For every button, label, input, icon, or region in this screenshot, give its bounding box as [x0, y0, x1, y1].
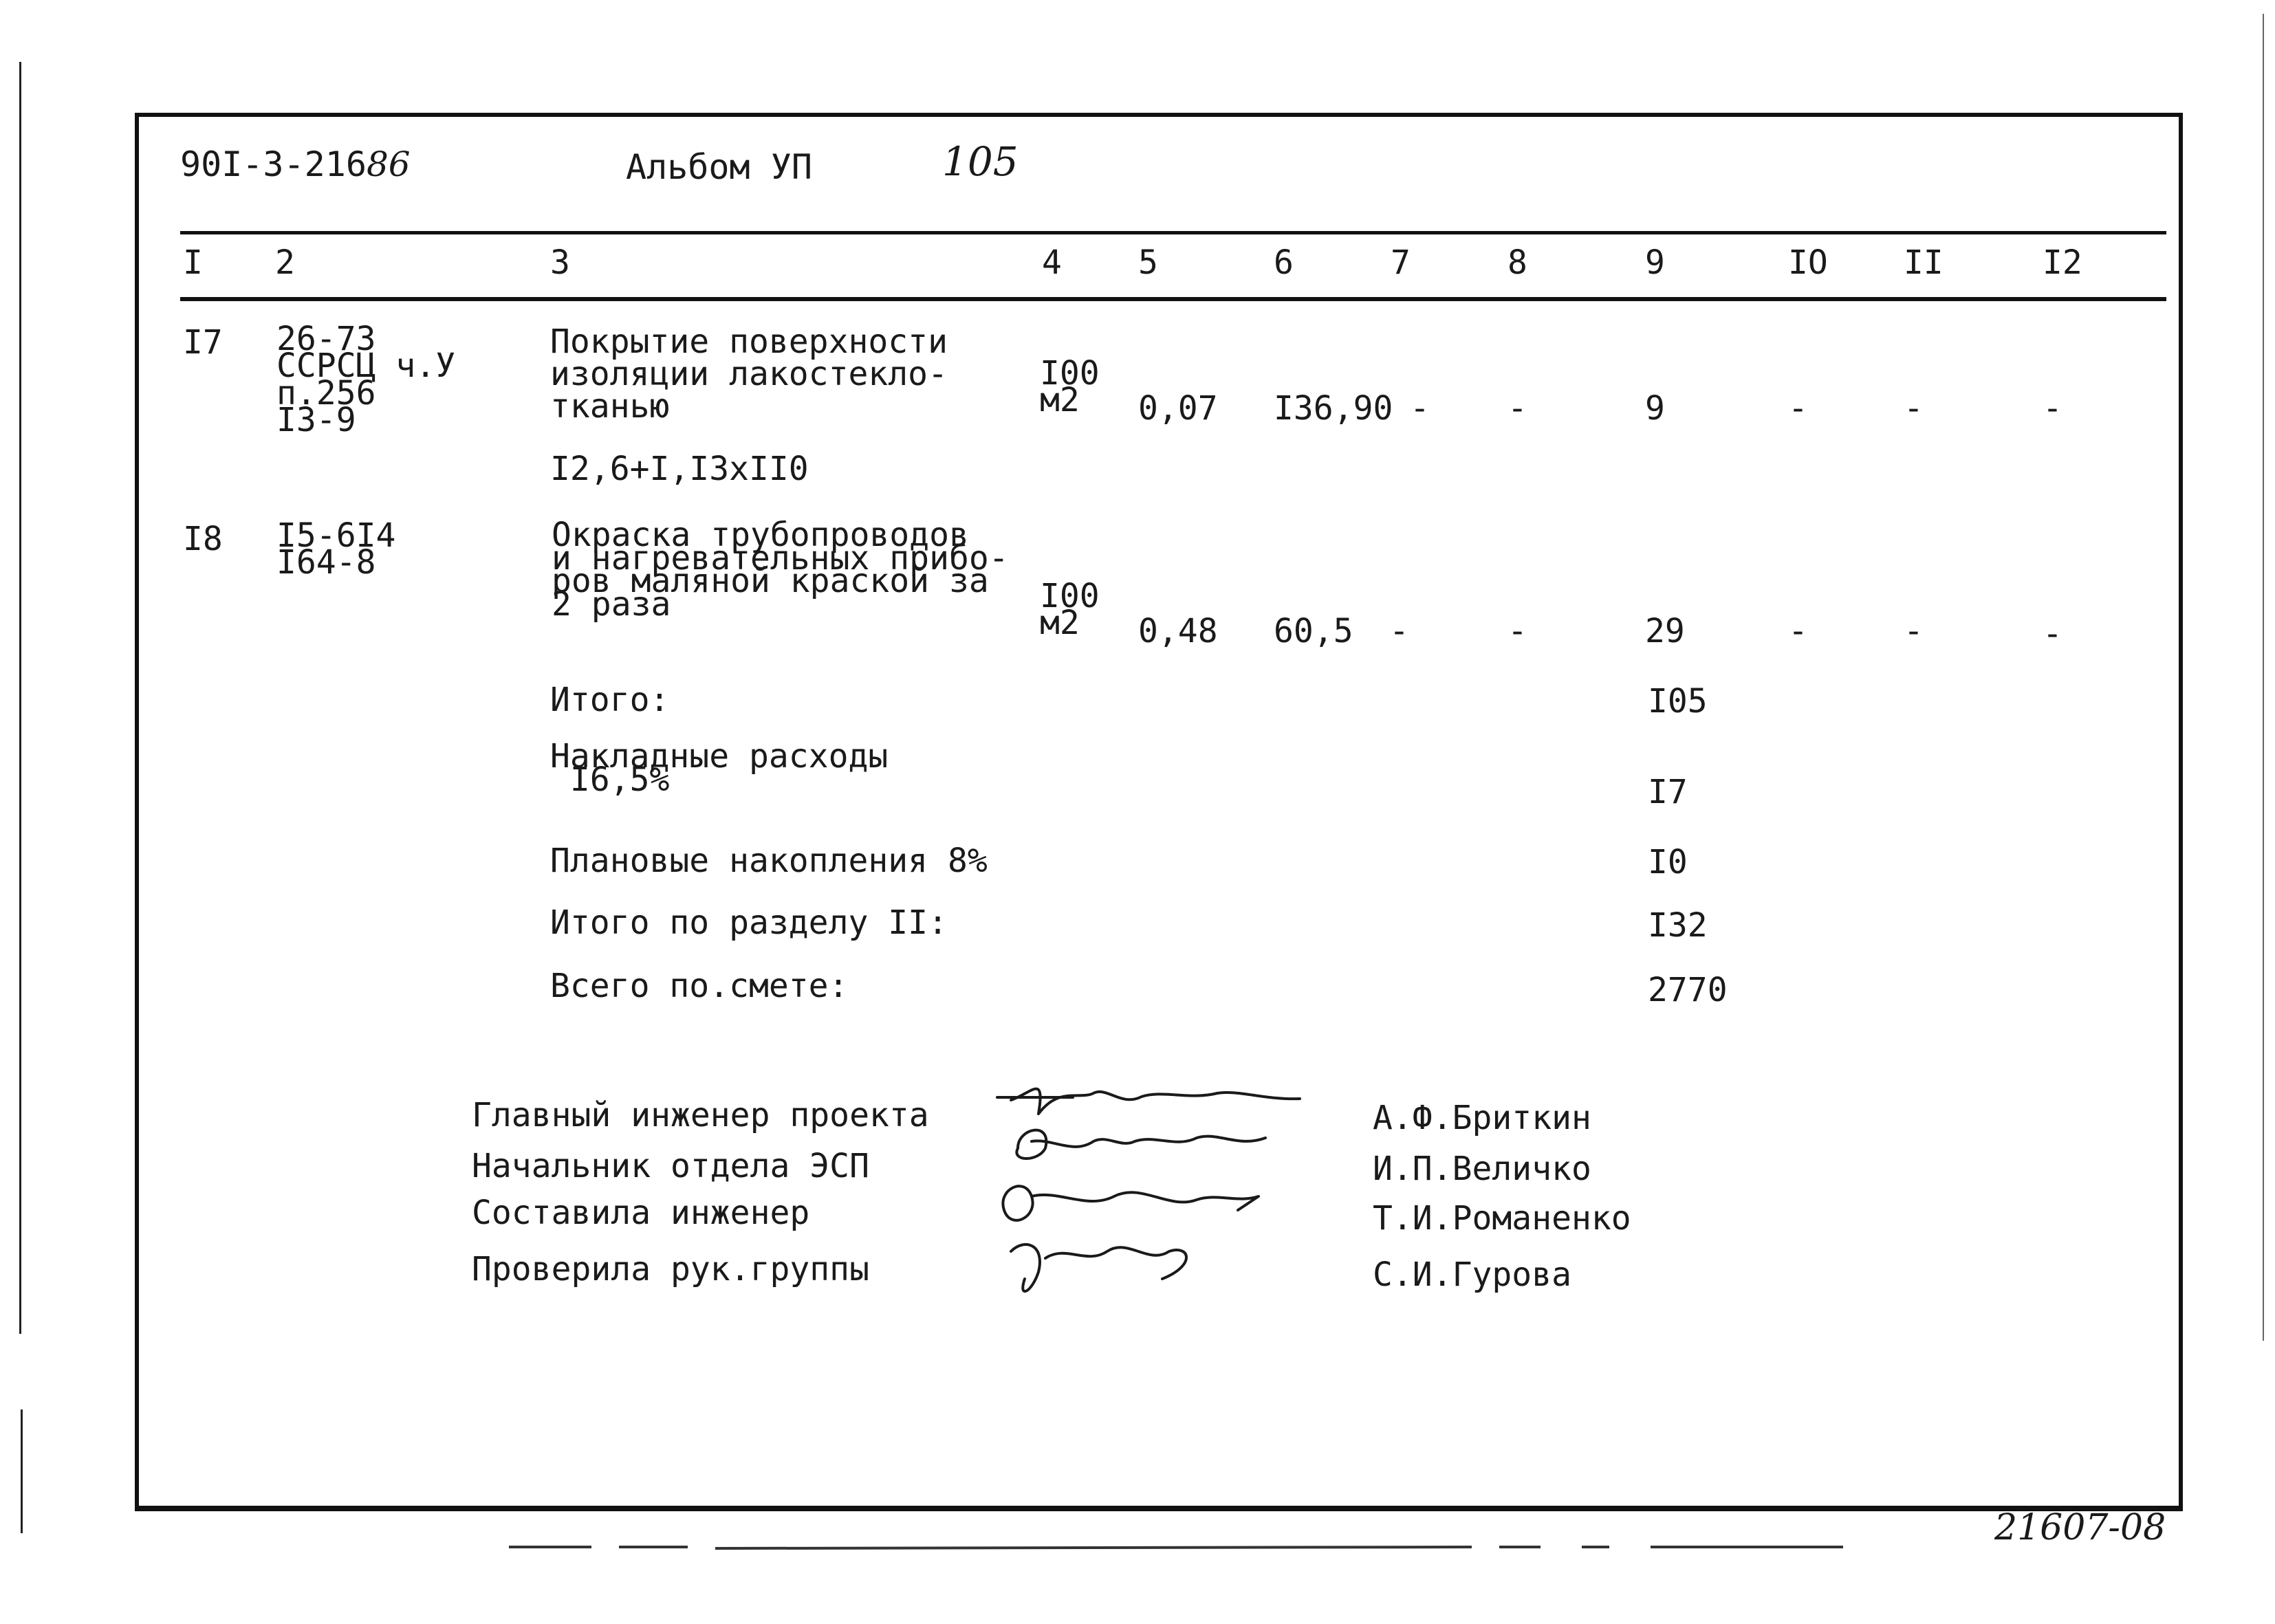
row-col7: - — [1410, 389, 1430, 428]
total-value: 2770 — [1648, 971, 1728, 1009]
margin-mark — [2263, 14, 2264, 1341]
row-description: Окраска трубопроводов и нагревательных прибо- ров маляной краской за 2 раза — [552, 516, 1009, 624]
signature-name: Т.И.Романенко — [1373, 1199, 1631, 1238]
row-col8: - — [1507, 612, 1527, 650]
signature-role: Начальник отдела ЭСП — [472, 1147, 869, 1185]
signature-role: Проверила рук.группы — [472, 1250, 869, 1288]
row-number: I7 — [183, 323, 223, 362]
row-col9: 9 — [1645, 389, 1665, 428]
bottom-dashes — [509, 1540, 1857, 1554]
header-rule-bottom — [180, 297, 2166, 301]
col-header-5: 5 — [1138, 243, 1158, 282]
col-header-12: I2 — [2043, 243, 2082, 282]
total-label: Накладные расходы I6,5% — [550, 737, 889, 799]
footer-stamp: 21607-08 — [1994, 1507, 2166, 1548]
row-quantity: 0,07 — [1138, 389, 1218, 428]
row-description: Покрытие поверхности изоляции лакостекло- тканью — [550, 322, 948, 426]
margin-mark — [19, 62, 21, 1334]
row-unit: I00 м2 — [1040, 354, 1100, 420]
total-value: I0 — [1648, 843, 1688, 881]
signature-role: Главный инженер проекта — [472, 1096, 929, 1134]
row-formula: I2,6+I,I3xII0 — [550, 450, 809, 488]
row-reference: I5-6I4 I64-8 — [276, 516, 396, 582]
signature-role: Составила инженер — [472, 1194, 810, 1232]
album-label: Альбом УП — [626, 147, 812, 187]
col-header-3: 3 — [550, 243, 570, 282]
row-unit: I00 м2 — [1040, 577, 1100, 643]
row-quantity: 0,48 — [1138, 612, 1218, 650]
row-col11: - — [1904, 389, 1924, 428]
signature-name: С.И.Гурова — [1373, 1255, 1571, 1294]
row-col12: - — [2043, 389, 2062, 428]
col-header-1: I — [183, 243, 203, 282]
total-label: Всего по.смете: — [550, 967, 849, 1005]
row-col9: 29 — [1645, 612, 1685, 650]
total-value: I05 — [1648, 682, 1708, 721]
col-header-6: 6 — [1274, 243, 1294, 282]
row-col8: - — [1507, 389, 1527, 428]
signature-name: И.П.Величко — [1373, 1150, 1591, 1188]
row-col11: - — [1904, 612, 1924, 650]
row-col7: - — [1389, 612, 1409, 650]
total-value: I32 — [1648, 906, 1708, 945]
total-label: Итого по разделу II: — [550, 903, 948, 942]
row-col10: - — [1788, 389, 1808, 428]
col-header-7: 7 — [1391, 243, 1411, 282]
header-rule-top — [180, 231, 2166, 234]
total-value: I7 — [1648, 773, 1688, 811]
col-header-9: 9 — [1645, 243, 1665, 282]
row-price: I36,90 — [1274, 389, 1393, 428]
total-label: Итого: — [550, 681, 670, 719]
margin-mark — [21, 1409, 23, 1533]
col-header-10: IO — [1788, 243, 1828, 282]
col-header-2: 2 — [275, 243, 295, 282]
row-number: I8 — [183, 520, 223, 558]
handwritten-signatures — [990, 1073, 1320, 1320]
document-code: 90I-3-21686 — [180, 144, 411, 184]
total-label: Плановые накопления 8% — [550, 842, 988, 880]
signature-name: А.Ф.Бриткин — [1373, 1099, 1591, 1137]
row-price: 60,5 — [1274, 612, 1353, 650]
row-col12: - — [2043, 615, 2062, 653]
col-header-11: II — [1904, 243, 1944, 282]
col-header-4: 4 — [1042, 243, 1062, 282]
row-reference: 26-73 ССРСЦ ч.У п.256 I3-9 — [276, 320, 456, 440]
col-header-8: 8 — [1507, 243, 1527, 282]
row-col10: - — [1788, 612, 1808, 650]
page-number: 105 — [942, 138, 1019, 185]
